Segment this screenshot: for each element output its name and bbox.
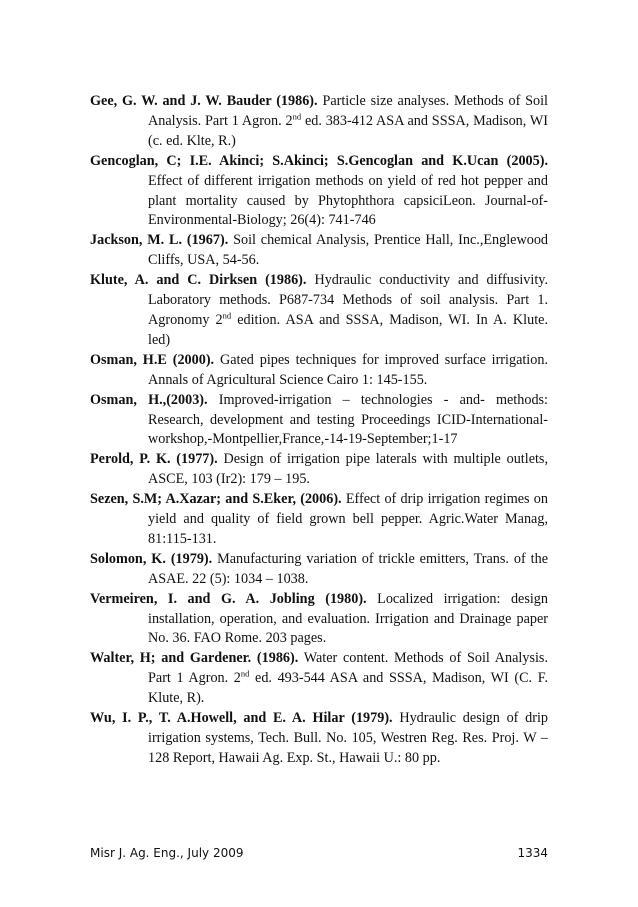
reference-text: Gated pipes techniques for improved surface irrigation. Annals of Agricultural Science Cairo 1: 145-155. [148, 351, 548, 388]
reference-entry [90, 92, 548, 152]
reference-authors: Jackson, M. L. (1967). [90, 232, 229, 249]
reference-text: Localized irrigation: design installation, operation, and evaluation. Irrigation and Drainage paper No. 36. FAO Rome. 203 pages. [148, 590, 548, 647]
reference-text: Soil chemical Analysis, Prentice Hall, Inc.,Englewood Cliffs, USA, 54-56. [148, 232, 549, 269]
reference-authors: Perold, P. K. (1977). [90, 451, 218, 468]
reference-text: Hydraulic conductivity and diffusivity. Laboratory methods. P687-734 Methods of soil analysis. Part 1. Agronomy 2 [148, 272, 548, 328]
reference-text: Manufacturing variation of trickle emitters, Trans. of the ASAE. 22 (5): 1034 – 1038. [148, 550, 548, 587]
reference-entry [90, 550, 548, 590]
reference-authors: Gee, G. W. and J. W. Bauder (1986). [90, 93, 318, 109]
reference-entry [90, 391, 548, 451]
reference-entry [90, 351, 548, 391]
reference-superscript: nd [292, 111, 302, 122]
reference-entry [90, 649, 548, 709]
reference-authors: Wu, I. P., T. A.Howell, and E. A. Hilar (1979). [90, 710, 393, 727]
page-number: 1334 [517, 846, 548, 860]
reference-superscript: nd [222, 310, 232, 321]
reference-entry [90, 271, 548, 351]
reference-text: edition. ASA and SSSA, Madison, WI. In A. Klute. led) [148, 311, 548, 348]
reference-authors: Sezen, S.M; A.Xazar; and S.Eker, (2006). [90, 491, 342, 508]
reference-entry [90, 450, 548, 490]
reference-entry [90, 231, 548, 271]
reference-text: ed. 383-412 ASA and SSSA, Madison, WI (c. ed. Klte, R.) [148, 112, 548, 149]
reference-authors: Solomon, K. (1979). [90, 550, 213, 567]
reference-authors: Osman, H.,(2003). [90, 391, 208, 408]
reference-entry [90, 490, 548, 550]
reference-authors: Walter, H; and Gardener. (1986). [90, 650, 299, 667]
reference-text: Particle size analyses. Methods of Soil Analysis. Part 1 Agron. 2 [148, 93, 549, 129]
reference-text: Design of irrigation pipe laterals with multiple outlets, ASCE, 103 (Ir2): 179 – 195. [148, 451, 548, 488]
reference-authors: Osman, H.E (2000). [90, 351, 215, 368]
reference-text: ed. 493-544 ASA and SSSA, Madison, WI (C. F. Klute, R). [148, 670, 548, 707]
reference-superscript: nd [240, 668, 250, 679]
reference-entry [90, 152, 548, 232]
reference-text: Water content. Methods of Soil Analysis. Part 1 Agron. 2 [148, 650, 548, 687]
reference-list [90, 92, 548, 769]
reference-text: Effect of drip irrigation regimes on yield and quality of field grown bell pepper. Agric.Water Manag, 81:115-131. [148, 491, 548, 547]
reference-authors: Vermeiren, I. and G. A. Jobling (1980). [90, 590, 367, 607]
reference-text: Effect of different irrigation methods on yield of red hot pepper and plant mortality caused by Phytophthora capsiciLeon. Journal-of-Environmental-Biology; 26(4): 741-746 [148, 172, 548, 229]
reference-authors: Klute, A. and C. Dirksen (1986). [90, 272, 307, 289]
reference-text: Improved-irrigation – technologies - and- methods: Research, development and testing Proceedings ICID-International-workshop,-Montpellier,France,-14-19-September;1-17 [148, 391, 548, 448]
reference-text: Hydraulic design of drip irrigation systems, Tech. Bull. No. 105, Westren Reg. Res. Proj. W – 128 Report, Hawaii Ag. Exp. St., Hawaii U.: 80 pp. [148, 710, 548, 766]
reference-entry [90, 590, 548, 650]
reference-entry [90, 709, 548, 769]
footer-journal-citation: Misr J. Ag. Eng., July 2009 [90, 846, 244, 860]
reference-authors: Gencoglan, C; I.E. Akinci; S.Akinci; S.Gencoglan and K.Ucan (2005). [90, 152, 548, 169]
